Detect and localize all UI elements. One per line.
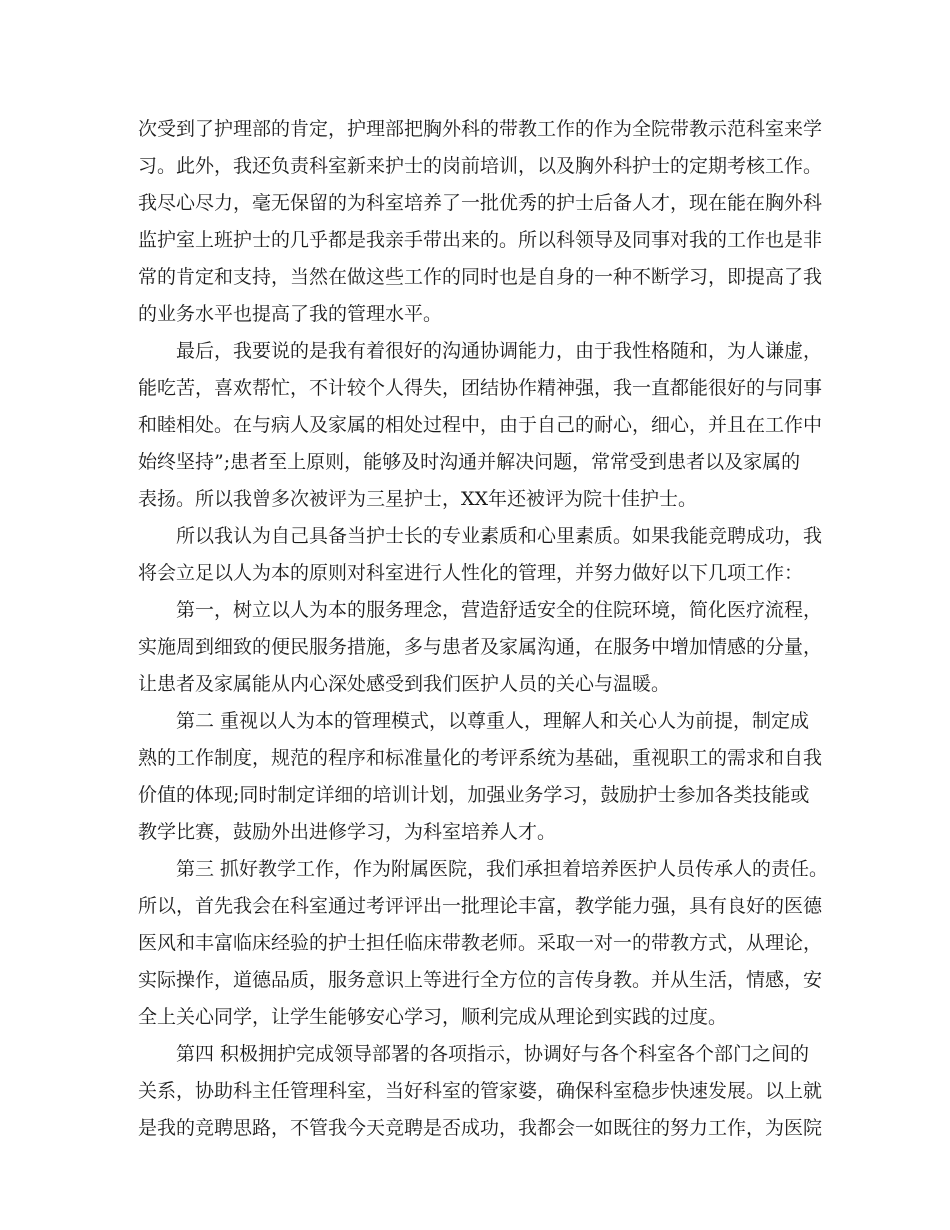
paragraph-start-line: 第三 抓好教学工作，作为附属医院，我们承担着培养医护人员传承人的责任。 bbox=[176, 858, 829, 880]
text-line: 价值的体现;同时制定详细的培训计划，加强业务学习，鼓励护士参加各类技能或 bbox=[138, 784, 810, 806]
text-line: 全上关心同学，让学生能够安心学习，顺利完成从理论到实践的过度。 bbox=[138, 1006, 728, 1028]
text-line: 常的肯定和支持，当然在做这些工作的同时也是自身的一种不断学习，即提高了我 bbox=[138, 266, 823, 288]
text-line: 将会立足以人为本的原则对科室进行人性化的管理，并努力做好以下几项工作： bbox=[138, 562, 804, 584]
text-line: 能吃苦，喜欢帮忙，不计较个人得失，团结协作精神强，我一直都能很好的与同事 bbox=[138, 377, 823, 399]
text-line: 熟的工作制度，规范的程序和标准量化的考评系统为基础，重视职工的需求和自我 bbox=[138, 747, 823, 769]
text-line: 次受到了护理部的肯定，护理部把胸外科的带教工作的作为全院带教示范科室来学 bbox=[138, 118, 823, 140]
text-line: 实际操作，道德品质，服务意识上等进行全方位的言传身教。并从生活，情感，安 bbox=[138, 969, 823, 991]
paragraph-start-line: 第一，树立以人为本的服务理念，营造舒适安全的住院环境，简化医疗流程， bbox=[176, 599, 823, 621]
text-line: 表扬。所以我曾多次被评为三星护士，XX年还被评为院十佳护士。 bbox=[138, 488, 698, 510]
paragraph-start-line: 第四 积极拥护完成领导部署的各项指示，协调好与各个科室各个部门之间的 bbox=[176, 1043, 810, 1065]
text-line: 是我的竞聘思路，不管我今天竞聘是否成功，我都会一如既往的努力工作，为医院 bbox=[138, 1117, 823, 1139]
text-line: 让患者及家属能从内心深处感受到我们医护人员的关心与温暖。 bbox=[138, 673, 671, 695]
text-line: 习。此外，我还负责科室新来护士的岗前培训，以及胸外科护士的定期考核工作。 bbox=[138, 155, 823, 177]
text-line: 始终坚持”;患者至上原则，能够及时沟通并解决问题，常常受到患者以及家属的 bbox=[138, 451, 801, 473]
paragraph-start-line: 所以我认为自己具备当护士长的专业素质和心里素质。如果我能竞聘成功，我 bbox=[176, 525, 823, 547]
paragraph-start-line: 第二 重视以人为本的管理模式，以尊重人，理解人和关心人为前提，制定成 bbox=[176, 710, 810, 732]
text-line: 教学比赛，鼓励外出进修学习，为科室培养人才。 bbox=[138, 821, 557, 843]
paragraph-start-line: 最后，我要说的是我有着很好的沟通协调能力，由于我性格随和，为人谦虚， bbox=[176, 340, 823, 362]
text-line: 所以，首先我会在科室通过考评评出一批理论丰富，教学能力强，具有良好的医德 bbox=[138, 895, 823, 917]
text-line: 医风和丰富临床经验的护士担任临床带教老师。采取一对一的带教方式，从理论， bbox=[138, 932, 823, 954]
text-line: 监护室上班护士的几乎都是我亲手带出来的。所以科领导及同事对我的工作也是非 bbox=[138, 229, 823, 251]
document-body bbox=[138, 111, 828, 1147]
text-line: 的业务水平也提高了我的管理水平。 bbox=[138, 303, 443, 325]
text-line: 和睦相处。在与病人及家属的相处过程中，由于自己的耐心，细心，并且在工作中 bbox=[138, 414, 823, 436]
text-line: 我尽心尽力，毫无保留的为科室培养了一批优秀的护士后备人才，现在能在胸外科 bbox=[138, 192, 823, 214]
text-line: 实施周到细致的便民服务措施，多与患者及家属沟通，在服务中增加情感的分量， bbox=[138, 636, 823, 658]
text-line: 关系，协助科主任管理科室，当好科室的管家婆，确保科室稳步快速发展。以上就 bbox=[138, 1080, 823, 1102]
